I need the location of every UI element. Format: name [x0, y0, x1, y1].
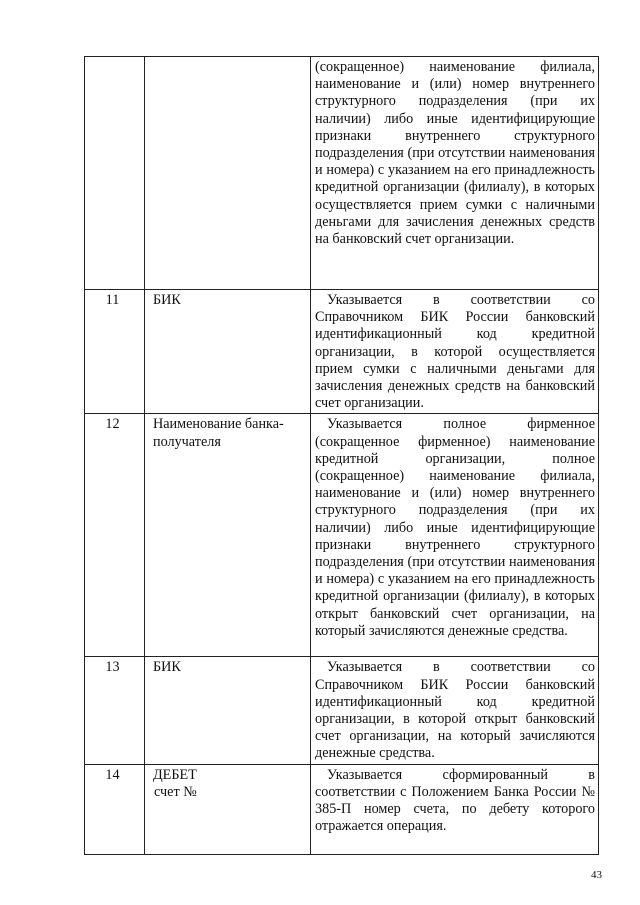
field-name — [145, 764, 311, 854]
table-row — [85, 57, 599, 290]
document-table — [84, 56, 599, 855]
field-name-line-2: счет № — [154, 783, 197, 800]
row-number: 12 — [85, 414, 145, 657]
row-number: 13 — [85, 657, 145, 764]
row-number: 14 — [85, 764, 145, 854]
field-name: Наименование банка-получателя — [145, 414, 311, 657]
table-row — [85, 290, 599, 414]
table-row — [85, 657, 599, 764]
field-name: БИК — [145, 657, 311, 764]
description-text: Указывается сформированный в соответствии с Положением Банка России № 385-П номер счета, по дебету которого отражается операция. — [315, 766, 595, 835]
description-text: Указывается полное фирменное (сокращенное фирменное) наименование кредитной организации, полное (сокращенное) наименование филиала, наименование и (или) номер внутреннего структурного подразделения (при их наличии) либо иные идентифицирующие признаки внутреннего структурного подразделения (при отсутствии наименования и номера) с указанием на его принадлежность кредитной организации (филиалу), в которых открыт банковский счет организации, на который зачисляются денежные средства. — [315, 416, 595, 639]
description-text: Указывается в соответствии со Справочником БИК России банковский идентификационный код кредитной организации, в которой открыт банковский счет организации, на который зачисляются денежные средства. — [315, 659, 595, 762]
field-description — [311, 57, 599, 290]
field-description — [311, 764, 599, 854]
table-row — [85, 414, 599, 657]
field-name: БИК — [145, 290, 311, 414]
field-description — [311, 290, 599, 414]
field-name-line-1: ДЕБЕТ — [153, 766, 197, 783]
description-text: Указывается в соответствии со Справочником БИК России банковский идентификационный код кредитной организации, в которой осуществляется прием сумки с наличными деньгами для зачисления денежных средств на банковский счет организации. — [315, 292, 595, 412]
description-text: (сокращенное) наименование филиала, наименование и (или) номер внутреннего структурного подразделения (при их наличии) либо иные идентифицирующие признаки внутреннего структурного подразделения (при отсутствии наименования и номера) с указанием на его принадлежность кредитной организации (филиалу), в которых осуществляется прием сумки с наличными деньгами для зачисления денежных средств на банковский счет организации. — [315, 59, 595, 248]
table-row — [85, 764, 599, 854]
field-description — [311, 414, 599, 657]
field-description — [311, 657, 599, 764]
field-name — [145, 57, 311, 290]
row-number: 11 — [85, 290, 145, 414]
page-number: 43 — [591, 869, 602, 881]
row-number — [85, 57, 145, 290]
